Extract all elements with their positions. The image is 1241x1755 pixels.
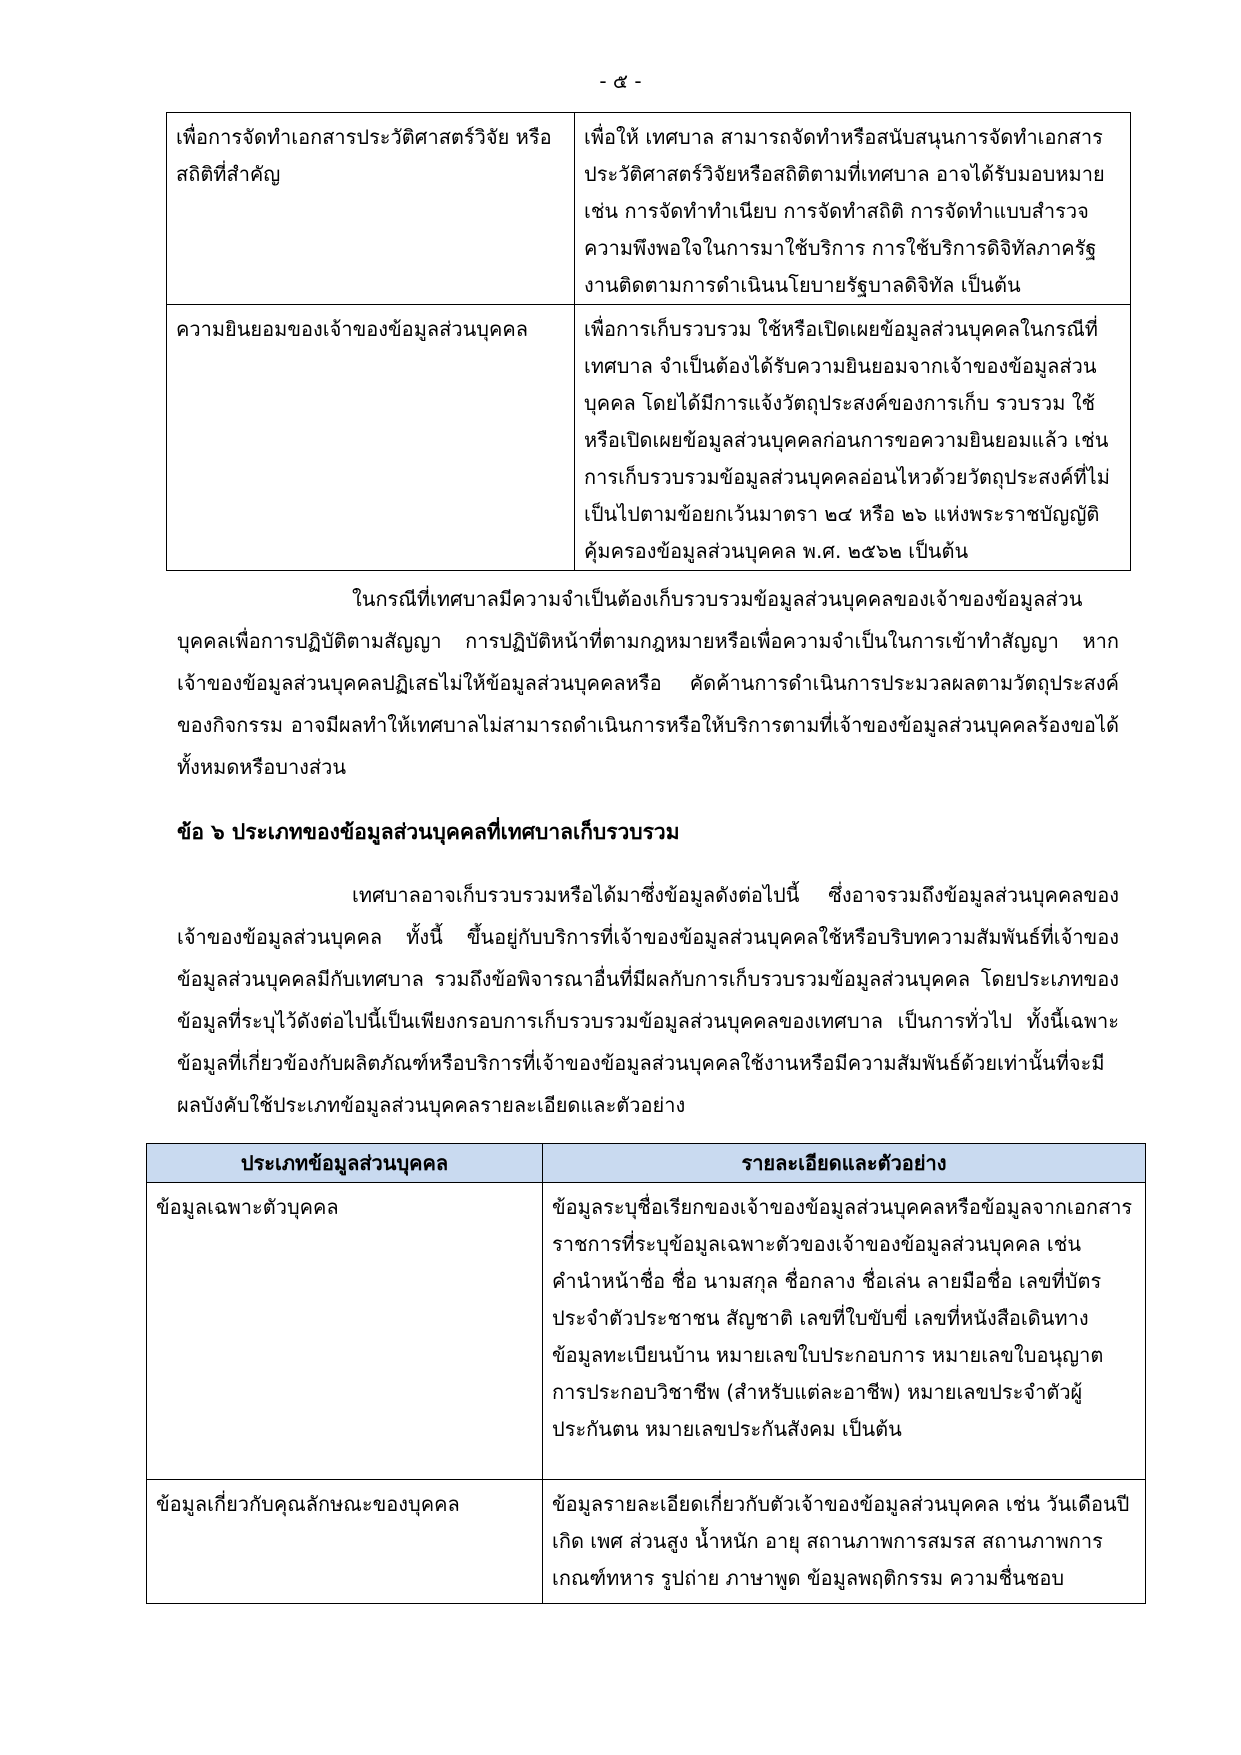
table-cell-basis: เพื่อการจัดทำเอกสารประวัติศาสตร์วิจัย หรือสถิติที่สำคัญ: [167, 113, 575, 305]
table-cell-details: ข้อมูลรายละเอียดเกี่ยวกับตัวเจ้าของข้อมูลส่วนบุคคล เช่น วันเดือนปีเกิด เพศ ส่วนสูง น้ำหนัก อายุ สถานภาพการสมรส สถานภาพการเกณฑ์ทหาร รูปถ่าย ภาษาพูด ข้อมูลพฤติกรรม ความชื่นชอบ: [543, 1480, 1146, 1604]
table-row: [167, 113, 1131, 305]
table-cell-description: เพื่อการเก็บรวบรวม ใช้หรือเปิดเผยข้อมูลส่วนบุคคลในกรณีที่เทศบาล จำเป็นต้องได้รับความยินยอมจากเจ้าของข้อมูลส่วนบุคคล โดยได้มีการแจ้งวัตถุประสงค์ของการเก็บ รวบรวม ใช้หรือเปิดเผยข้อมูลส่วนบุคคลก่อนการขอความยินยอมแล้ว เช่น การเก็บรวบรวมข้อมูลส่วนบุคคลอ่อนไหวด้วยวัตถุประสงค์ที่ไม่เป็นไปตามข้อยกเว้นมาตรา ๒๔ หรือ ๒๖ แห่งพระราชบัญญัติคุ้มครองข้อมูลส่วนบุคคล พ.ศ. ๒๕๖๒ เป็นต้น: [575, 305, 1131, 571]
section-heading: ข้อ ๖ ประเภทของข้อมูลส่วนบุคคลที่เทศบาลเก็บรวบรวม: [177, 820, 680, 844]
table-cell-description: เพื่อให้ เทศบาล สามารถจัดทำหรือสนับสนุนการจัดทำเอกสารประวัติศาสตร์วิจัยหรือสถิติตามที่เทศบาล อาจได้รับมอบหมาย เช่น การจัดทำทำเนียบ การจัดทำสถิติ การจัดทำแบบสำรวจความพึงพอใจในการมาใช้บริการ การใช้บริการดิจิทัลภาครัฐ งานติดตามการดำเนินนโยบายรัฐบาลดิจิทัล เป็นต้น: [575, 113, 1131, 305]
page-number: - ๕ -: [599, 69, 642, 93]
column-header-type: ประเภทข้อมูลส่วนบุคคล: [147, 1144, 543, 1183]
table-row: [167, 305, 1131, 571]
legal-basis-table: [166, 112, 1131, 571]
table-cell-type: ข้อมูลเฉพาะตัวบุคคล: [147, 1183, 543, 1480]
table-row: [147, 1183, 1146, 1480]
table-row: [147, 1480, 1146, 1604]
table-cell-details: ข้อมูลระบุชื่อเรียกของเจ้าของข้อมูลส่วนบุคคลหรือข้อมูลจากเอกสารราชการที่ระบุข้อมูลเฉพาะตัวของเจ้าของข้อมูลส่วนบุคคล เช่น คำนำหน้าชื่อ ชื่อ นามสกุล ชื่อกลาง ชื่อเล่น ลายมือชื่อ เลขที่บัตรประจำตัวประชาชน สัญชาติ เลขที่ใบขับขี่ เลขที่หนังสือเดินทางข้อมูลทะเบียนบ้าน หมายเลขใบประกอบการ หมายเลขใบอนุญาตการประกอบวิชาชีพ (สำหรับแต่ละอาชีพ) หมายเลขประจำตัวผู้ประกันตน หมายเลขประกันสังคม เป็นต้น: [543, 1183, 1146, 1480]
body-paragraph: [177, 874, 1119, 1126]
body-paragraph: [177, 578, 1119, 788]
table-cell-basis: ความยินยอมของเจ้าของข้อมูลส่วนบุคคล: [167, 305, 575, 571]
personal-data-types-table: [146, 1143, 1146, 1604]
table-cell-type: ข้อมูลเกี่ยวกับคุณลักษณะของบุคคล: [147, 1480, 543, 1604]
column-header-details: รายละเอียดและตัวอย่าง: [543, 1144, 1146, 1183]
table-header-row: [147, 1144, 1146, 1183]
paragraph-text: เทศบาลอาจเก็บรวบรวมหรือได้มาซึ่งข้อมูลดังต่อไปนี้ ซึ่งอาจรวมถึงข้อมูลส่วนบุคคลของเจ้าของข้อมูลส่วนบุคคล ทั้งนี้ ขึ้นอยู่กับบริการที่เจ้าของข้อมูลส่วนบุคคลใช้หรือบริบทความสัมพันธ์ที่เจ้าของข้อมูลส่วนบุคคลมีกับเทศบาล รวมถึงข้อพิจารณาอื่นที่มีผลกับการเก็บรวบรวมข้อมูลส่วนบุคคล โดยประเภทของข้อมูลที่ระบุไว้ดังต่อไปนี้เป็นเพียงกรอบการเก็บรวบรวมข้อมูลส่วนบุคคลของเทศบาล เป็นการทั่วไป ทั้งนี้เฉพาะข้อมูลที่เกี่ยวข้องกับผลิตภัณฑ์หรือบริการที่เจ้าของข้อมูลส่วนบุคคลใช้งานหรือมีความสัมพันธ์ด้วยเท่านั้นที่จะมีผลบังคับใช้ประเภทข้อมูลส่วนบุคคลรายละเอียดและตัวอย่าง: [177, 883, 1119, 1117]
paragraph-text: ในกรณีที่เทศบาลมีความจำเป็นต้องเก็บรวบรวมข้อมูลส่วนบุคคลของเจ้าของข้อมูลส่วนบุคคลเพื่อการปฏิบัติตามสัญญา การปฏิบัติหน้าที่ตามกฎหมายหรือเพื่อความจำเป็นในการเข้าทำสัญญา หากเจ้าของข้อมูลส่วนบุคคลปฏิเสธไม่ให้ข้อมูลส่วนบุคคลหรือ คัดค้านการดำเนินการประมวลผลตามวัตถุประสงค์ของกิจกรรม อาจมีผลทำให้เทศบาลไม่สามารถดำเนินการหรือให้บริการตามที่เจ้าของข้อมูลส่วนบุคคลร้องขอได้ทั้งหมดหรือบางส่วน: [177, 587, 1119, 779]
